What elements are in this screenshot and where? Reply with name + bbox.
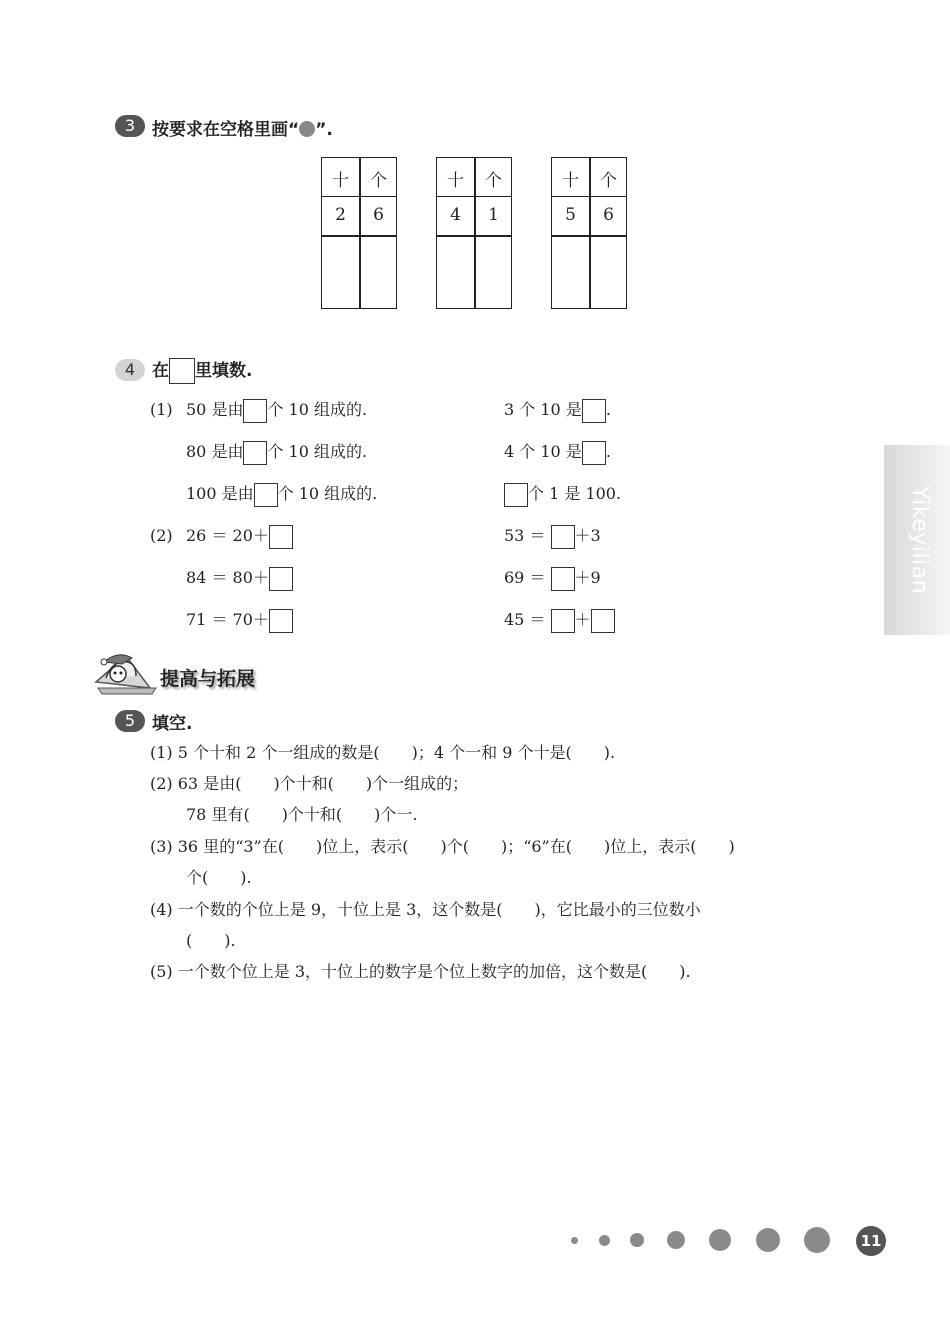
answer-box[interactable] [254, 483, 278, 507]
fill-line: 个( ). [186, 868, 252, 887]
mascot-icon [92, 648, 162, 696]
fill-line: (4) 一个数的个位上是 9，十位上是 3，这个数是( )，它比最小的三位数小 [150, 900, 701, 919]
title-text-start: 在 [152, 361, 169, 381]
answer-box[interactable] [269, 567, 293, 591]
question-number-badge: 3 [115, 115, 145, 137]
fill-line: 100 是由 个 10 组成的. [186, 482, 377, 507]
fill-line: 50 是由 个 10 组成的. [186, 398, 367, 423]
question-title: 填空. [152, 714, 193, 734]
section-title: 提高与拓展 [160, 668, 256, 690]
equation: 71 ＝ 70＋ [186, 608, 293, 633]
title-text-start: 按要求在空格里画“ [152, 120, 300, 140]
ones-digit: 1 [488, 205, 499, 225]
equation: 69 ＝ ＋9 [504, 566, 601, 591]
answer-box[interactable] [243, 441, 267, 465]
answer-box[interactable] [269, 525, 293, 549]
ones-digit: 6 [603, 205, 614, 225]
fill-line: 3 个 10 是 . [504, 398, 611, 423]
part-label: (2) [150, 526, 173, 545]
answer-box[interactable] [243, 399, 267, 423]
question-title [152, 115, 333, 140]
part-label: (1) [150, 400, 173, 419]
ones-header: 个 [370, 171, 387, 191]
fill-line: (3) 36 里的“3”在( )位上，表示( )个( )；“6”在( )位上，表示( ) [150, 837, 735, 856]
decorative-dot [709, 1229, 731, 1251]
tens-header: 十 [562, 171, 579, 191]
question-number-badge: 4 [115, 359, 145, 381]
answer-box[interactable] [269, 609, 293, 633]
tens-digit: 2 [335, 205, 346, 225]
fill-line: (2) 63 是由( )个十和( )个一组成的； [150, 774, 469, 793]
answer-box-icon [169, 358, 195, 384]
decorative-dot [756, 1228, 780, 1252]
decorative-dot [667, 1231, 685, 1249]
fill-line: 78 里有( )个十和( )个一. [186, 805, 418, 824]
equation: 26 ＝ 20＋ [186, 524, 293, 549]
page-number: 11 [856, 1226, 886, 1256]
place-value-table [321, 157, 397, 309]
filled-circle-icon [299, 121, 315, 137]
decorative-dot [571, 1237, 578, 1244]
answer-box[interactable] [504, 483, 528, 507]
fill-line: (1) 5 个十和 2 个一组成的数是( )；4 个一和 9 个十是( ). [150, 743, 616, 762]
title-text-end: 里填数. [195, 361, 253, 381]
tens-digit: 5 [565, 205, 576, 225]
title-text-end: ”. [315, 120, 333, 140]
answer-box[interactable] [551, 567, 575, 591]
decorative-dot [804, 1227, 830, 1253]
equation: 45 ＝ ＋ [504, 608, 615, 633]
question-title [152, 356, 252, 384]
side-tab-label: Yikeyilian [907, 485, 932, 595]
question-number-badge: 5 [115, 710, 145, 732]
equation: 84 ＝ 80＋ [186, 566, 293, 591]
place-value-table [551, 157, 627, 309]
tens-digit: 4 [450, 205, 461, 225]
tens-header: 十 [332, 171, 349, 191]
answer-box[interactable] [582, 399, 606, 423]
answer-box[interactable] [591, 609, 615, 633]
answer-box[interactable] [551, 609, 575, 633]
equation: 53 ＝ ＋3 [504, 524, 601, 549]
answer-box[interactable] [551, 525, 575, 549]
decorative-dot [630, 1233, 644, 1247]
ones-digit: 6 [373, 205, 384, 225]
fill-line: ( ). [186, 931, 236, 950]
fill-line: (5) 一个数个位上是 3，十位上的数字是个位上数字的加倍，这个数是( ). [150, 962, 691, 981]
place-value-table [436, 157, 512, 309]
fill-line: 80 是由 个 10 组成的. [186, 440, 367, 465]
ones-header: 个 [485, 171, 502, 191]
fill-line: 4 个 10 是 . [504, 440, 611, 465]
decorative-dot [599, 1235, 610, 1246]
answer-box[interactable] [582, 441, 606, 465]
tens-header: 十 [447, 171, 464, 191]
ones-header: 个 [600, 171, 617, 191]
fill-line: 个 1 是 100. [504, 482, 621, 507]
